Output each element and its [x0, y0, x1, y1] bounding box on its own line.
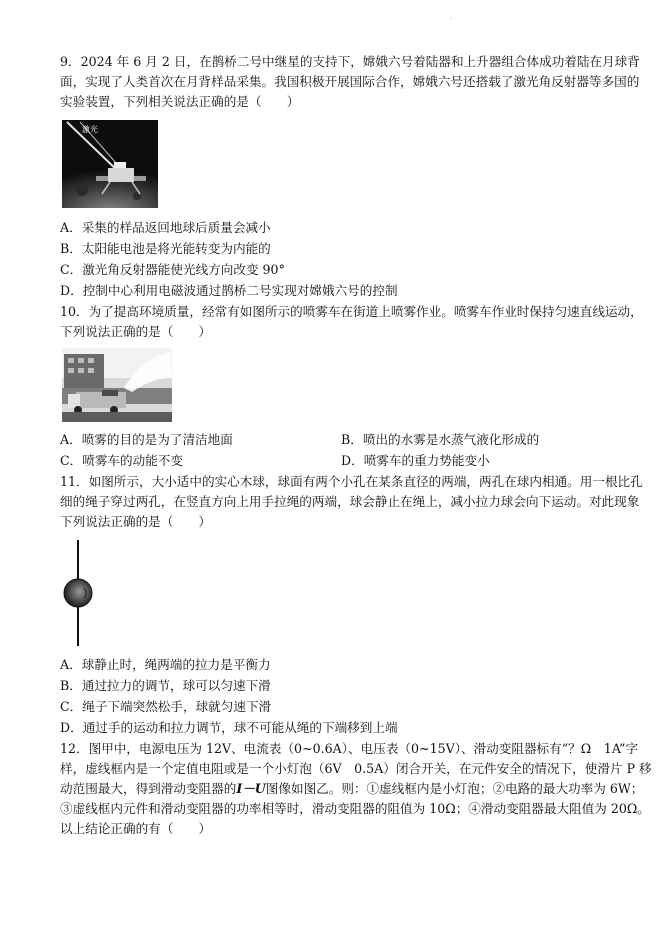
q12-line-3-post: 图像如图乙。则：①虚线框内是小灯泡；②电路的最大功率为 6W；: [265, 781, 644, 796]
q12-line-2: 样，虚线框内是一个定值电阻或是一个小灯泡（6V 0.5A）闭合开关，在元件安全的情况下，使滑片 P 移: [60, 761, 652, 776]
q9-option-c[interactable]: C．激光角反射器能使光线方向改变 90°: [60, 262, 285, 277]
q12-iu-symbol: I－U: [236, 781, 266, 796]
q11-line-2: 细的绳子穿过两孔，在竖直方向上用手拉绳的两端，球会静止在绳上，减小拉力球会向下运动。对此现象: [60, 494, 640, 509]
question-10: [60, 302, 643, 342]
q12-line-4: ③虚线框内元件和滑动变阻器的功率相等时，滑动变阻器的阻值为 10Ω；④滑动变阻器最大阻值为 20Ω。: [60, 801, 650, 816]
q12-line-3: [60, 779, 644, 799]
question-9: [60, 52, 640, 112]
q12-line-3-pre: 动范围最大，得到滑动变阻器的: [60, 781, 237, 796]
q10-option-a[interactable]: A．喷雾的目的是为了清洁地面: [60, 432, 233, 447]
q9-option-a[interactable]: A．采集的样品返回地球后质量会减小: [60, 220, 271, 235]
q9-option-b[interactable]: B．太阳能电池是将光能转变为内能的: [60, 241, 271, 256]
q12-line-5: 以上结论正确的有（ ）: [60, 821, 212, 836]
ball-on-rope-figure: [58, 540, 102, 646]
q11-line-3: 下列说法正确的是（ ）: [60, 514, 212, 529]
q9-line-1: 9．2024 年 6 月 2 日，在鹊桥二号中继星的支持下，嫦娥六号着陆器和上升器组合体成功着陆在月球背: [60, 54, 640, 69]
q10-option-b[interactable]: B．喷出的水雾是水蒸气液化形成的: [341, 432, 540, 447]
photo-label-laser: 激光: [82, 125, 98, 134]
q11-option-c[interactable]: C．绳子下端突然松手，球就匀速下滑: [60, 699, 272, 714]
question-11: [60, 472, 643, 532]
q11-line-1: 11．如图所示，大小适中的实心木球，球面有两个小孔在某条直径的两端，两孔在球内相通。用一根比孔: [60, 474, 643, 489]
q10-line-1: 10．为了提高环境质量，经常有如图所示的喷雾车在街道上喷雾作业。喷雾车作业时保持匀速直线运动，: [60, 304, 643, 319]
q12-line-1: 12．图甲中，电源电压为 12V、电流表（0~0.6A）、电压表（0~15V）、滑动变阻器标有“？Ω 1A”字: [60, 741, 639, 756]
question-12: [60, 739, 652, 839]
spray-truck-photo: [62, 348, 172, 422]
q11-option-a[interactable]: A．球静止时，绳两端的拉力是平衡力: [60, 657, 271, 672]
chang-e-6-lander-photo: [62, 120, 158, 208]
q9-option-d[interactable]: D．控制中心利用电磁波通过鹊桥二号实现对嫦娥六号的控制: [60, 283, 398, 298]
q10-option-d[interactable]: D．喷雾车的重力势能变小: [341, 453, 490, 468]
q11-option-b[interactable]: B．通过拉力的调节，球可以匀速下滑: [60, 678, 271, 693]
q11-option-d[interactable]: D．通过手的运动和拉力调节，球不可能从绳的下端移到上端: [60, 720, 398, 735]
q9-line-3: 实验装置，下列相关说法正确的是（ ）: [60, 94, 300, 109]
q9-line-2: 面，实现了人类首次在月背样品采集。我国积极开展国际合作，嫦娥六号还搭载了激光角反射器等多国的: [60, 74, 640, 89]
q10-line-2: 下列说法正确的是（ ）: [60, 324, 212, 339]
page-mark: ·: [450, 16, 452, 23]
q10-option-c[interactable]: C．喷雾车的动能不变: [60, 453, 183, 468]
